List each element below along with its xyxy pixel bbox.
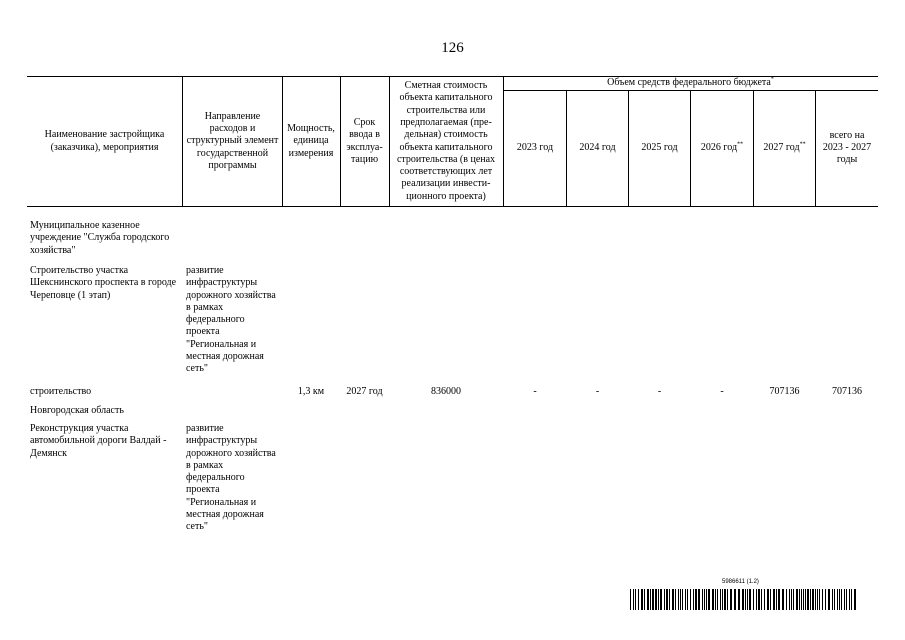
header-direction: Направление расходов и структурный элемент государственной программы bbox=[186, 110, 279, 171]
header-year-2026: 2026 год** bbox=[700, 141, 744, 153]
barcode-label: 5986611 (1.2) bbox=[722, 579, 759, 585]
construction-capacity: 1,3 км bbox=[297, 386, 325, 397]
header-budget-group: Объем средств федерального бюджета* bbox=[607, 77, 774, 89]
construction-2025: - bbox=[657, 386, 662, 397]
construction-2026: - bbox=[720, 386, 724, 397]
header-cost: Сметная стоимость объекта капитального строительства или предполагаемая (пре-дельная) стоимость объекта капитального строительства (в ценах соответствующих лет реализации инвести-ционного проекта) bbox=[396, 80, 496, 202]
header-capacity: Мощность, единица измерения bbox=[287, 123, 335, 159]
barcode-image bbox=[630, 589, 858, 610]
header-total: всего на 2023 - 2027 годы bbox=[822, 129, 872, 166]
footnote-mark: ** bbox=[799, 141, 806, 148]
construction-term: 2027 год bbox=[346, 386, 383, 397]
project-name: Строительство участка Шекснинского проспекта в городе Череповце (1 этап) bbox=[30, 265, 177, 301]
header-year-2024: 2024 год bbox=[579, 141, 616, 153]
region-name: Новгородская область bbox=[30, 405, 124, 416]
construction-total: 707136 bbox=[832, 386, 862, 397]
project-direction: развитие инфраструктуры дорожного хозяйства в рамках федерального проекта "Региональная и местная дорожная сеть" bbox=[186, 265, 276, 375]
construction-2024: - bbox=[595, 386, 600, 397]
header-year-2025: 2025 год bbox=[641, 141, 678, 153]
project-direction: развитие инфраструктуры дорожного хозяйства в рамках федерального проекта "Региональная и местная дорожная сеть" bbox=[186, 423, 276, 533]
header-name: Наименование застройщика (заказчика), мероприятия bbox=[44, 129, 165, 153]
header-year-2027: 2027 год** bbox=[763, 141, 806, 153]
header-year-2023: 2023 год bbox=[516, 141, 554, 153]
construction-2023: - bbox=[533, 386, 537, 397]
footnote-mark: ** bbox=[737, 141, 744, 148]
page-number: 126 bbox=[441, 40, 464, 56]
org-name: Муниципальное казенное учреждение "Служба городского хозяйства" bbox=[30, 220, 170, 256]
header-bottom-border bbox=[27, 206, 878, 207]
column-divider bbox=[182, 76, 183, 206]
construction-2027: 707136 bbox=[769, 386, 800, 397]
project-name: Реконструкция участка автомобильной дороги Валдай - Демянск bbox=[30, 423, 167, 459]
construction-label: строительство bbox=[30, 386, 92, 397]
footnote-mark: * bbox=[770, 77, 774, 84]
header-term: Срок ввода в эксплуа-тацию bbox=[346, 116, 383, 165]
construction-cost: 836000 bbox=[431, 386, 461, 397]
